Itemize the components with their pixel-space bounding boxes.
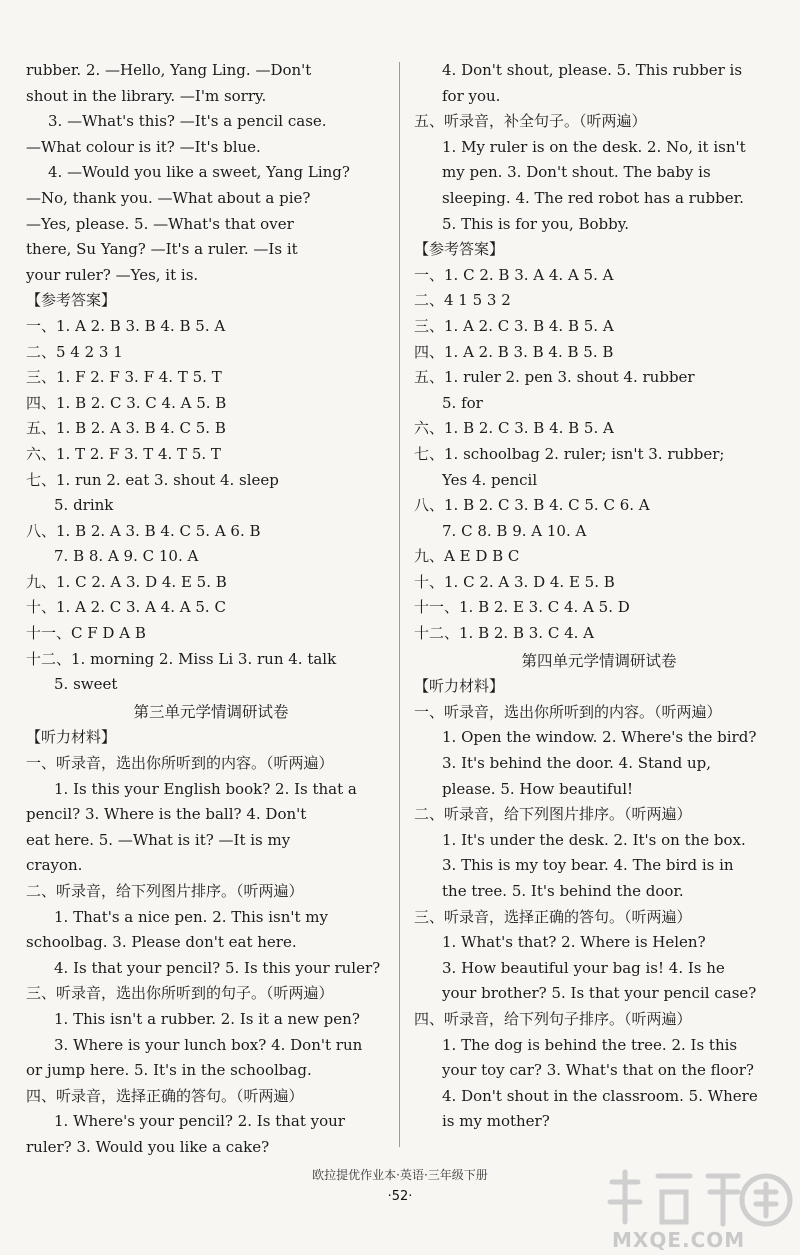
text-line: —Yes, please. 5. —What's that over [26, 214, 294, 233]
text-line: or jump here. 5. It's in the schoolbag. [26, 1061, 312, 1080]
text-line: 3. This is my toy bear. 4. The bird is in [442, 856, 734, 875]
text-line: 八、1. B 2. A 3. B 4. C 5. A 6. B [26, 521, 261, 540]
text-line: 4. Is that your pencil? 5. Is this your ruler? [54, 958, 381, 977]
text-line: 三、1. F 2. F 3. F 4. T 5. T [26, 368, 222, 387]
section-heading: 一、听录音，选出你所听到的内容。（听两遍） [26, 754, 334, 773]
text-line: 十、1. C 2. A 3. D 4. E 5. B [414, 572, 615, 591]
section-heading: 三、听录音，选择正确的答句。（听两遍） [414, 907, 692, 926]
text-line: your ruler? —Yes, it is. [26, 265, 199, 284]
text-line: shout in the library. —I'm sorry. [26, 86, 267, 105]
text-line: 3. —What's this? —It's a pencil case. [48, 112, 327, 131]
text-line: 5. drink [54, 496, 114, 515]
text-line: sleeping. 4. The red robot has a rubber. [442, 188, 744, 207]
section-heading: 四、听录音，给下列句子排序。（听两遍） [414, 1009, 692, 1028]
section-heading: 四、听录音，选择正确的答句。（听两遍） [26, 1086, 304, 1105]
text-line: 5. for [442, 393, 483, 412]
section-heading: 【听力材料】 [26, 728, 117, 747]
text-line: 三、1. A 2. C 3. B 4. B 5. A [414, 316, 614, 335]
text-line: 1. It's under the desk. 2. It's on the box. [442, 830, 746, 849]
text-line: 7. B 8. A 9. C 10. A [54, 547, 199, 566]
text-line: 1. That's a nice pen. 2. This isn't my [54, 907, 328, 926]
text-line: 二、5 4 2 3 1 [26, 342, 123, 361]
text-line: your toy car? 3. What's that on the floor? [442, 1061, 754, 1080]
column-divider [399, 62, 400, 1147]
text-line: 5. This is for you, Bobby. [442, 214, 630, 233]
text-line: 五、1. ruler 2. pen 3. shout 4. rubber [414, 368, 695, 387]
section-title: 第三单元学情调研试卷 [133, 702, 289, 721]
text-line: 1. My ruler is on the desk. 2. No, it isn't [442, 137, 746, 156]
text-line: 3. How beautiful your bag is! 4. Is he [442, 958, 725, 977]
text-line: ruler? 3. Would you like a cake? [26, 1137, 270, 1156]
text-line: crayon. [26, 856, 83, 875]
text-line: is my mother? [442, 1112, 550, 1131]
book-title-footer: 欧拉提优作业本·英语·三年级下册 [312, 1168, 488, 1182]
text-line: the tree. 5. It's behind the door. [442, 882, 684, 900]
text-line: please. 5. How beautiful! [442, 779, 634, 798]
section-heading: 一、听录音，选出你所听到的内容。（听两遍） [414, 702, 722, 721]
text-line: rubber. 2. —Hello, Yang Ling. —Don't [26, 61, 312, 79]
watermark-text: MXQE.COM [612, 1228, 746, 1252]
text-line: 七、1. run 2. eat 3. shout 4. sleep [26, 470, 279, 489]
text-line: 七、1. schoolbag 2. ruler; isn't 3. rubber; [414, 444, 725, 463]
text-line: 一、1. A 2. B 3. B 4. B 5. A [26, 316, 226, 335]
right-column [414, 58, 784, 1135]
text-line: 1. Open the window. 2. Where's the bird? [442, 728, 757, 747]
text-line: 1. Is this your English book? 2. Is that a [54, 779, 357, 798]
text-line: —What colour is it? —It's blue. [26, 137, 261, 156]
section-heading: 二、听录音，给下列图片排序。（听两遍） [414, 805, 692, 824]
text-line: 4. Don't shout in the classroom. 5. Where [442, 1086, 758, 1105]
text-line: for you. [442, 86, 501, 105]
text-line: 1. This isn't a rubber. 2. Is it a new pen? [54, 1009, 360, 1028]
text-line: 1. Where's your pencil? 2. Is that your [54, 1112, 345, 1131]
text-line: 一、1. C 2. B 3. A 4. A 5. A [414, 265, 614, 284]
section-heading: 【听力材料】 [414, 677, 505, 696]
text-line: 四、1. B 2. C 3. C 4. A 5. B [26, 393, 227, 412]
text-line: my pen. 3. Don't shout. The baby is [442, 163, 711, 182]
text-line: 十一、1. B 2. E 3. C 4. A 5. D [414, 598, 630, 617]
text-line: 十、1. A 2. C 3. A 4. A 5. C [26, 598, 226, 617]
text-line: 八、1. B 2. C 3. B 4. C 5. C 6. A [414, 496, 650, 515]
text-line: 4. —Would you like a sweet, Yang Ling? [48, 163, 350, 182]
text-line: there, Su Yang? —It's a ruler. —Is it [26, 240, 298, 259]
text-line: 十二、1. morning 2. Miss Li 3. run 4. talk [26, 649, 337, 668]
text-line: eat here. 5. —What is it? —It is my [26, 830, 291, 849]
text-line: 十二、1. B 2. B 3. C 4. A [414, 624, 594, 643]
left-column [26, 58, 396, 1161]
page-number: ·52· [387, 1189, 413, 1204]
text-line: 六、1. T 2. F 3. T 4. T 5. T [26, 444, 221, 463]
section-heading: 二、听录音，给下列图片排序。（听两遍） [26, 882, 304, 900]
text-line: your brother? 5. Is that your pencil case? [442, 984, 757, 1003]
text-line: Yes 4. pencil [442, 470, 538, 489]
text-line: 3. It's behind the door. 4. Stand up, [442, 754, 712, 773]
section-heading: 五、听录音，补全句子。（听两遍） [414, 112, 647, 131]
text-line: 五、1. B 2. A 3. B 4. C 5. B [26, 419, 226, 438]
text-line: 二、4 1 5 3 2 [414, 291, 511, 310]
text-line: 四、1. A 2. B 3. B 4. B 5. B [414, 342, 614, 361]
text-line: 六、1. B 2. C 3. B 4. B 5. A [414, 419, 614, 438]
text-line: 3. Where is your lunch box? 4. Don't run [54, 1035, 363, 1054]
text-line: 7. C 8. B 9. A 10. A [442, 521, 587, 540]
text-line: 九、1. C 2. A 3. D 4. E 5. B [26, 572, 227, 591]
section-heading: 三、听录音，选出你所听到的句子。（听两遍） [26, 984, 334, 1003]
text-line: 4. Don't shout, please. 5. This rubber is [442, 61, 743, 79]
text-line: 十一、C F D A B [26, 624, 146, 643]
text-line: pencil? 3. Where is the ball? 4. Don't [26, 805, 307, 824]
text-line: schoolbag. 3. Please don't eat here. [26, 933, 297, 952]
text-line: 九、A E D B C [414, 547, 520, 566]
section-title: 第四单元学情调研试卷 [521, 651, 677, 670]
section-heading: 【参考答案】 [414, 240, 505, 259]
text-line: 5. sweet [54, 675, 118, 694]
text-line: 1. The dog is behind the tree. 2. Is this [442, 1035, 738, 1054]
text-line: 1. What's that? 2. Where is Helen? [442, 933, 706, 952]
text-line: —No, thank you. —What about a pie? [26, 188, 311, 207]
section-heading: 【参考答案】 [26, 291, 117, 310]
